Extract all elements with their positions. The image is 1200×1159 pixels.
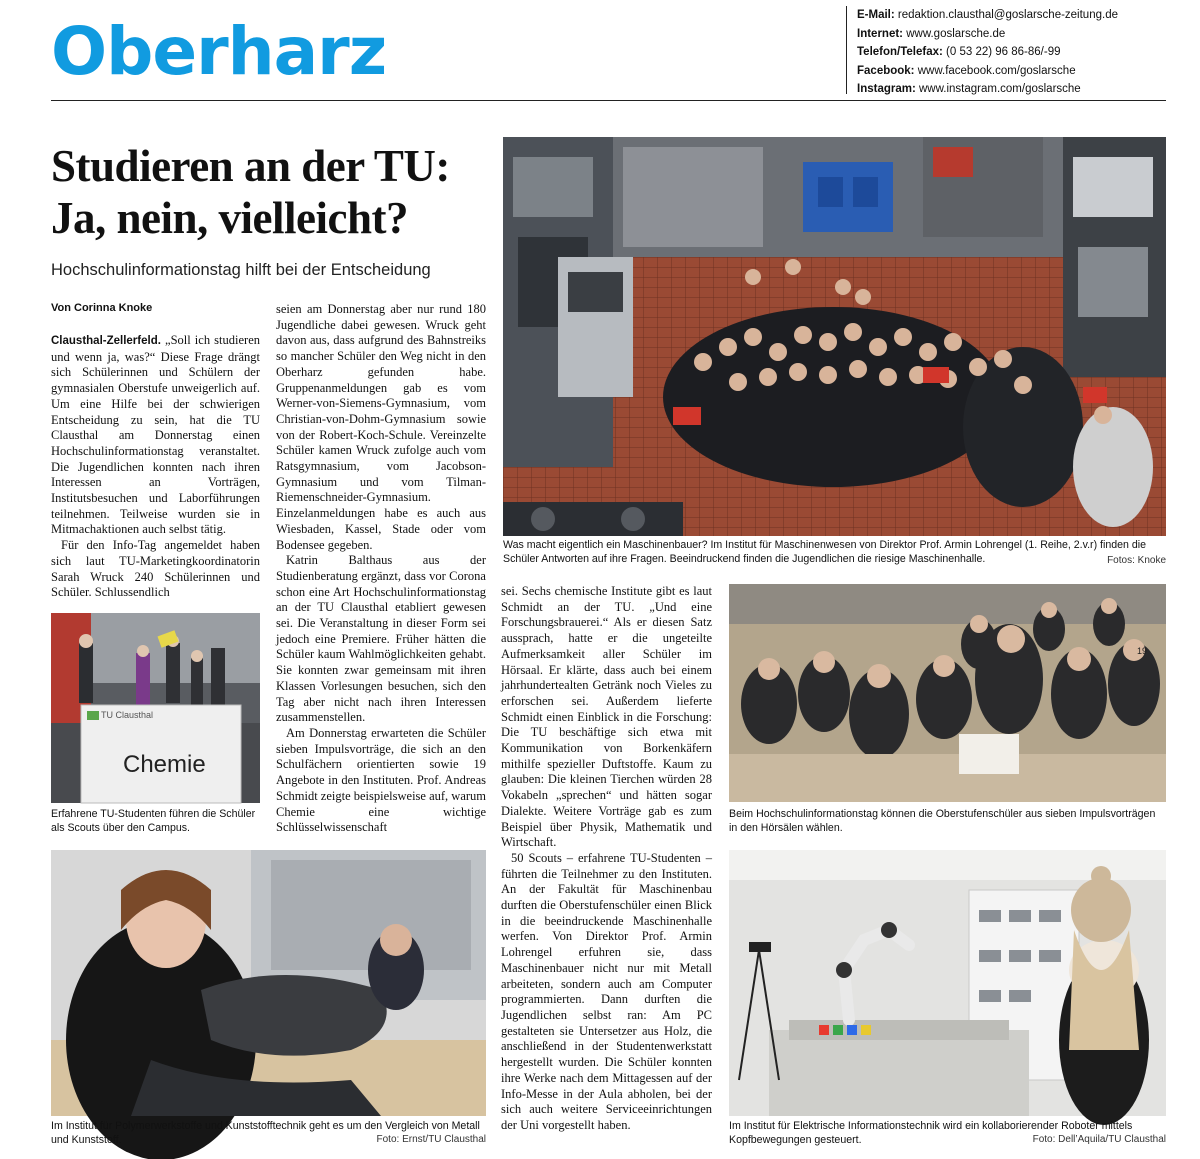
polymer-credit: Foto: Ernst/TU Clausthal (376, 1134, 486, 1145)
contact-instagram: Instagram: www.instagram.com/goslarsche (857, 83, 1081, 95)
article-column-2: seien am Donnerstag aber nur rund 180 Jugendliche dabei gewesen. Wruck geht davon aus, dass aufgrund des Bahnstreiks so mancher Schüler den Weg nicht in den Oberharz gefunden habe. Gruppenanmeldungen gab es vom Werner-von-Siemens-Gymnasium, vom Christian-von-Dohm-Gymnasium sowie von der Robert-Koch-Schule. Vereinzelte Schüler kamen Wruck zufolge auch vom Ratsgymnasium, vom Jacobson-Gymnasium und vom Tilman-Riemenschneider-Gymnasium. Einzelanmeldungen habe es auch aus Wiesbaden, Kassel, Stade oder vom Bodensee gegeben. Katrin Balthaus aus der Studienberatung ergänzt, dass vor Corona schon eine Art Hochschulinformationstag an der TU Clausthal etabliert gewesen sei. Die Veranstaltung in dieser Form sei jedoch eine Premiere. Früher hätten die Schüler kaum Wahlmöglichkeiten gehabt. Sie konnten zwar gemeinsam mit ihren Klassen Vorlesungen besuchen, sich den Tag aber nicht nach ihren Interessen zusammenstellen. Am Donnerstag erwarteten die Schüler sieben Impulsvorträge, die sich an den Schulfächern orientierten sowie 19 Angebote in den Instituten. Prof. Andreas Schmidt zeigte beispielsweise auf, warum Chemie eine wichtige Schlüsselwissenschaft (276, 302, 487, 835)
contact-internet: Internet: www.goslarsche.de (857, 27, 1006, 40)
row-number-label: 19 (1137, 646, 1148, 656)
photo-machine-hall (503, 137, 1166, 536)
dateline: Clausthal-Zellerfeld. (51, 335, 161, 347)
polymer-caption: Im Institut für Polymerwerkstoffe und Kunststofftechnik geht es um den Vergleich von Metall und Kunststoff. (51, 1120, 480, 1146)
photo-robot (729, 850, 1166, 1116)
lecture-hall-illustration (729, 584, 1166, 802)
main-photo-credit: Fotos: Knoke (1107, 555, 1166, 566)
article-column-1: Clausthal-Zellerfeld. „Soll ich studieren und wenn ja, was?“ Diese Frage drängt sich Schülerinnen und Schülern der gymnasialen Oberstufe unweigerlich auf. Um eine Hilfe bei der schwierigen Entscheidung zu sein, hat die TU Clausthal am Donnerstag einen Hochschulinformationstag veranstaltet. Die Jugendlichen konnten nach ihren Interessen an Vorträgen, Institutsbesuchen und Laborführungen teilnehmen. Teilweise wurden sie in Mitmachaktionen auch selbst tätig. Für den Info-Tag angemeldet haben sich laut TU-Marketingkoordinatorin Sarah Wruck 240 Schülerinnen und Schüler. Schlussendlich (51, 333, 260, 600)
robot-credit: Foto: Dell’Aquila/TU Clausthal (1032, 1134, 1166, 1145)
photo-scouts (51, 613, 260, 803)
subheadline: Hochschulinformationstag hilft bei der Entscheidung (51, 261, 431, 279)
robot-caption: Im Institut für Elektrische Informationstechnik wird ein kollaborierender Roboter mittels Kopfbewegungen gesteuert. (729, 1120, 1133, 1146)
contact-facebook: Facebook: www.facebook.com/goslarsche (857, 64, 1076, 77)
header-divider (51, 100, 1166, 101)
headline: Studieren an der TU: Ja, nein, vielleicht? (51, 141, 450, 243)
contact-box (846, 6, 1177, 94)
machine-hall-illustration (503, 137, 1166, 536)
main-photo-caption: Was macht eigentlich ein Maschinenbauer? Im Institut für Maschinenwesen von Direktor Prof. Armin Lohrengel (1. Reihe, 2.v.r) finden die Schüler Antworten auf ihre Fragen. Beeindruckend finden die Jugendlichen die riesige Maschinenhalle. (503, 539, 1146, 565)
photo-polymer-institute (51, 850, 486, 1116)
byline: Von Corinna Knoke (51, 302, 153, 314)
scouts-caption: Erfahrene TU-Studenten führen die Schüler als Scouts über den Campus. (51, 808, 256, 834)
section-title: Oberharz (51, 13, 387, 90)
contact-email: E-Mail: redaktion.clausthal@goslarsche-zeitung.de (857, 9, 1118, 21)
contact-phone: Telefon/Telefax: (0 53 22) 96 86-86/-99 (857, 46, 1061, 58)
polymer-illustration (51, 850, 486, 1116)
sign-logo: TU Clausthal (101, 710, 154, 720)
lecture-caption: Beim Hochschulinformationstag können die Oberstufenschüler aus sieben Impulsvorträgen in den Hörsälen wählen. (729, 808, 1156, 834)
sign-text: Chemie (123, 751, 206, 778)
article-column-3: sei. Sechs chemische Institute gibt es laut Schmidt an der TU. „Und eine Forschungsbrauerei.“ Als er diesen Satz aussprach, hatte er die ungeteilte Aufmerksamkeit aller Schüler im Hörsaal. Er klärte, dass auch bei einem jahrhundertealten Getränk noch Vieles zu erforschen sei. Außerdem lieferte Schmidt einen Einblick in die Forschung: Die TU beschäftige sich etwa mit Kommunikation von Borkenkäfern mithilfe spezieller Duftstoffe. Kaum zu glauben: Die kleinen Tierchen würden 28 Vokabeln „sprechen“ und hätten sogar Dialekte. Weitere Vorträge gab es zum Beispiel über Physik, Mathematik und Wirtschaft. 50 Scouts – erfahrene TU-Studenten – führten die Teilnehmer zu den Instituten. An der Fakultät für Maschinenbau durften die Oberstufenschüler einen Blick in die beeindruckende Maschinenhalle werfen. Von Direktor Prof. Armin Lohrengel erfuhren sie, dass Maschinenbauer nicht nur mit Metall arbeiteten, sondern auch am Computer programmierten. Dann durften die Jugendlichen selbst ran: Am PC gestalteten sie Untersetzer aus Holz, die anschließend in der Studentenwerkstatt hergestellt wurden. Die Schüler konnten ihre Werke nach dem Mittagessen auf der Info-Messe in der Aula abholen, bei der sich auch weitere Serviceeinrichtungen der Uni vorgestellt haben. (501, 584, 712, 1132)
photo-lecture-hall (729, 584, 1166, 802)
robot-illustration (729, 850, 1166, 1116)
